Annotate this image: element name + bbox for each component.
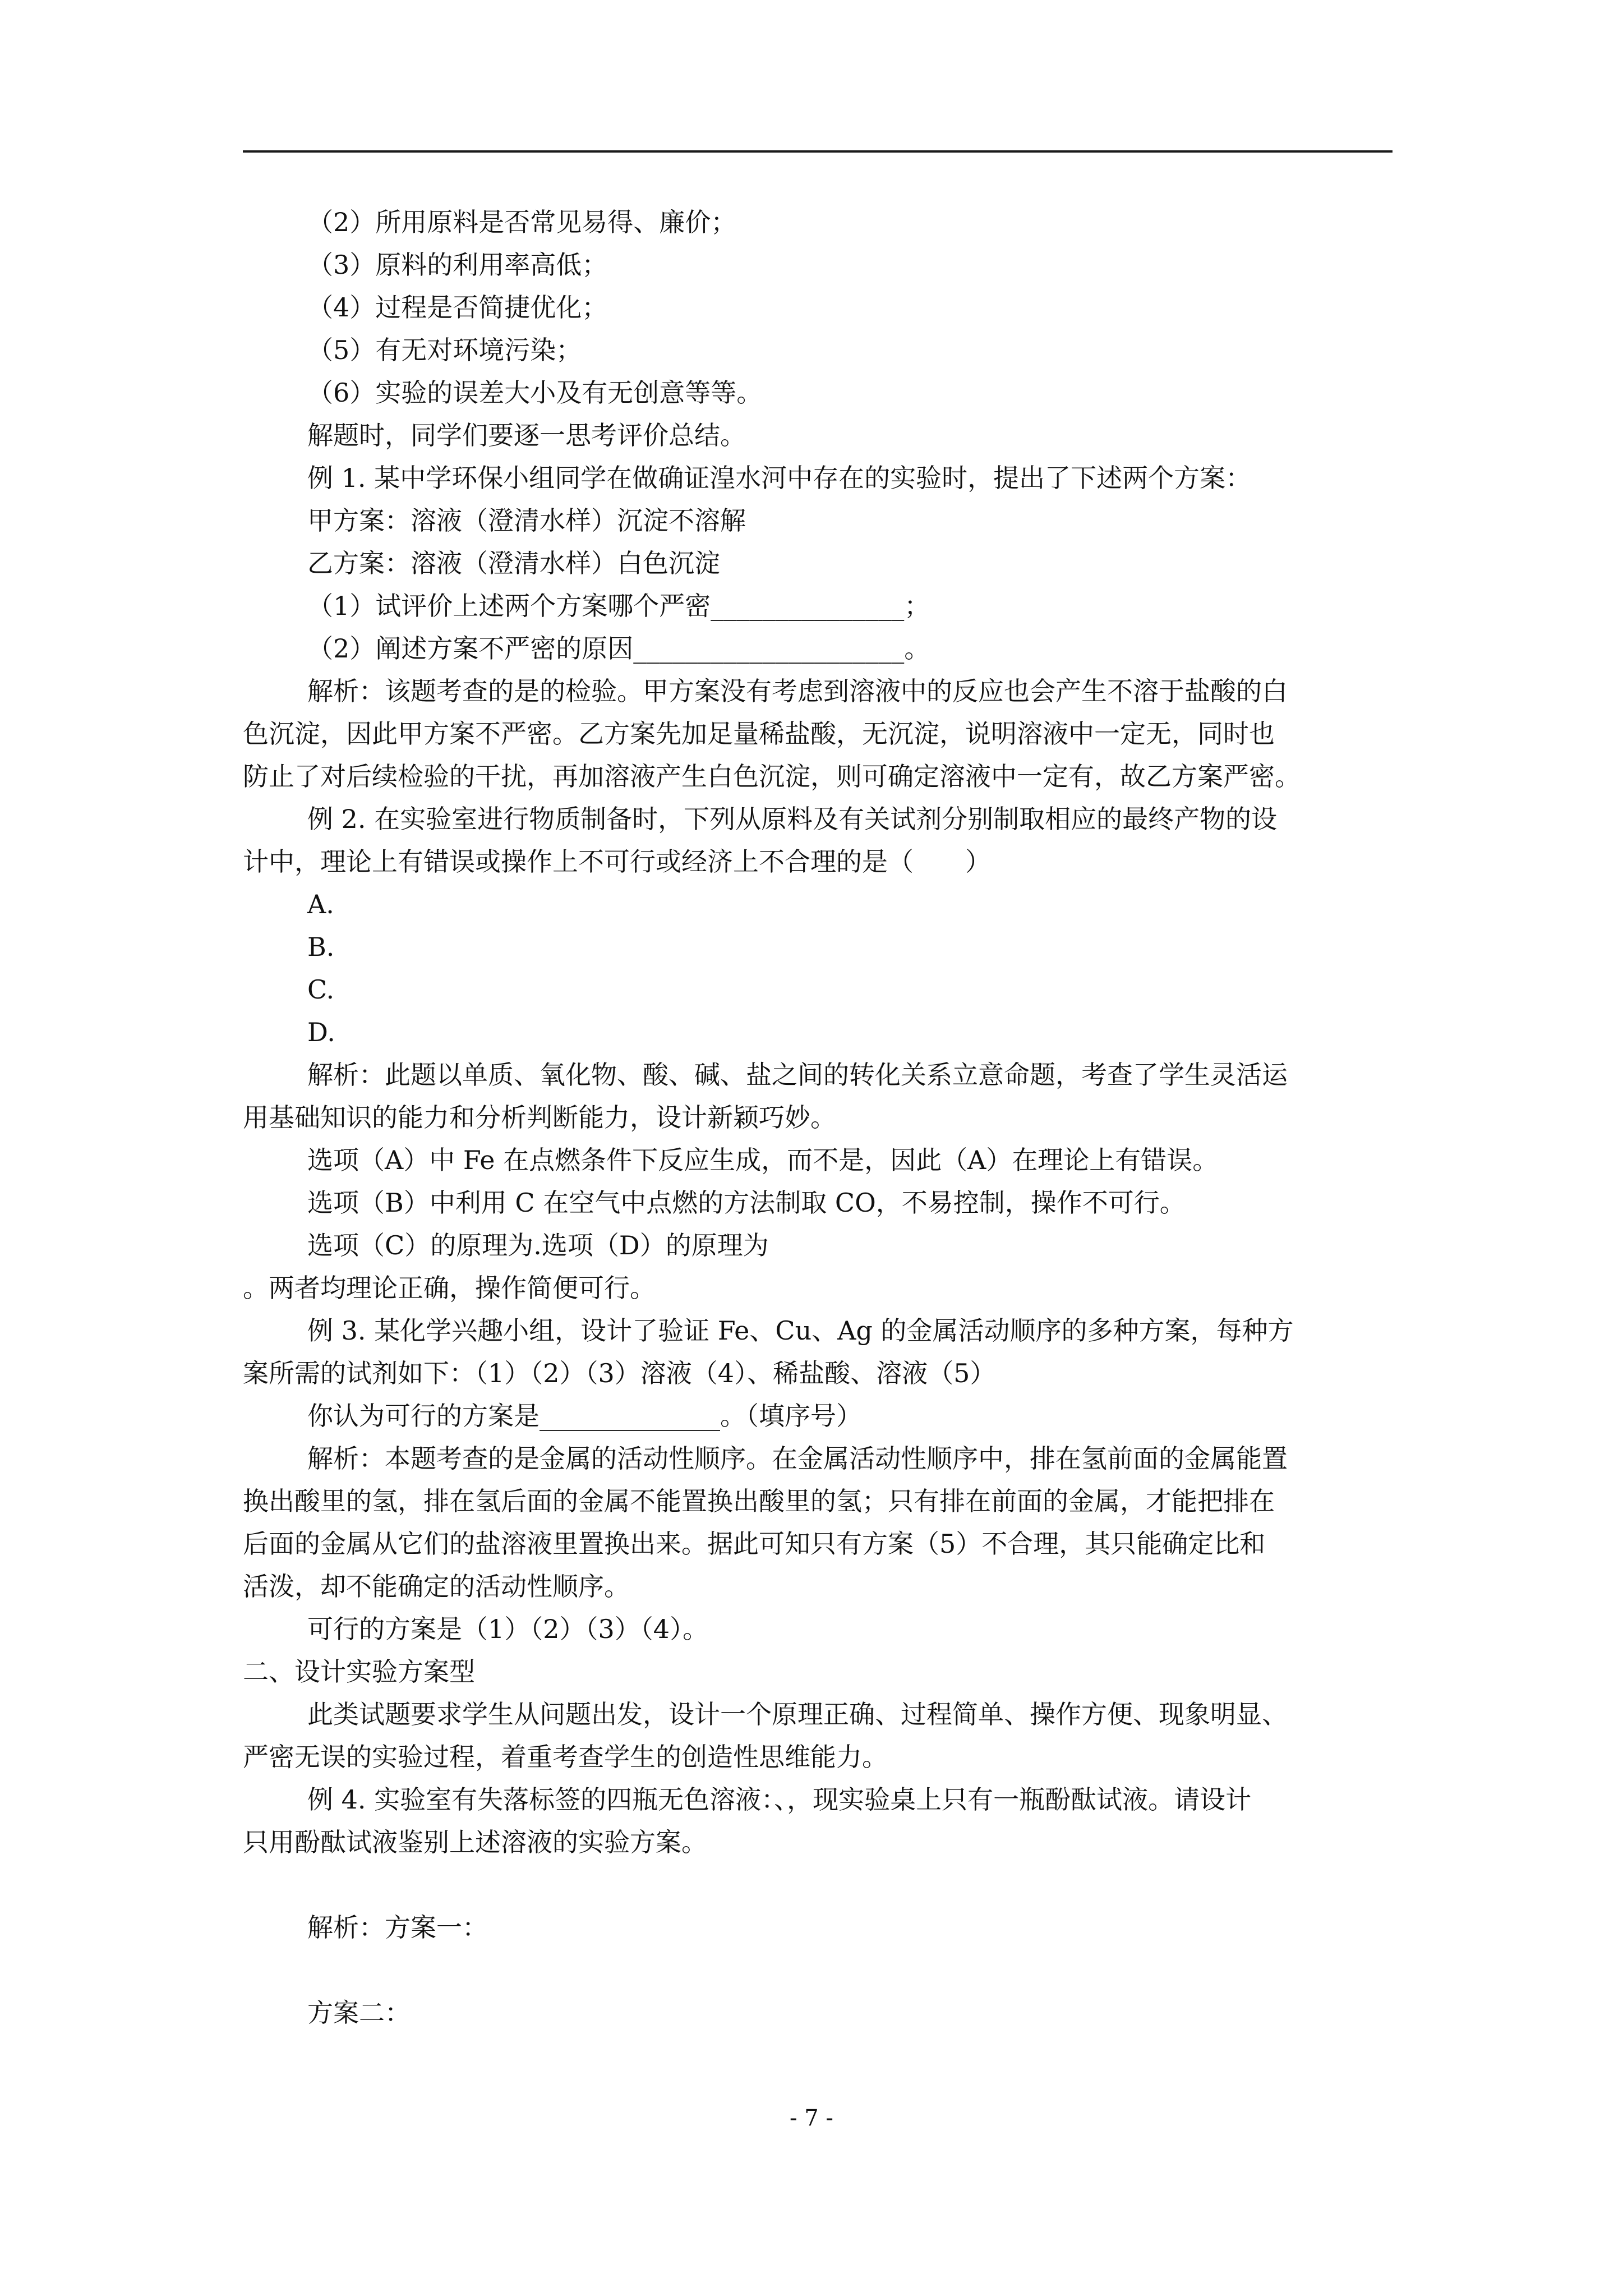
text-line: 活泼，却不能确定的活动性顺序。 — [243, 1571, 630, 1602]
blank-gap — [243, 1864, 1398, 1906]
text-line: 案所需的试剂如下：（1）（2）（3）溶液（4）、稀盐酸、溶液（5） — [243, 1358, 996, 1388]
question-blank-line: （2）阐述方案不严密的原因_____________________。 — [307, 633, 930, 664]
text-line: 解析：本题考查的是金属的活动性顺序。在金属活动性顺序中，排在氢前面的金属能置 — [307, 1443, 1288, 1474]
text-line: 色沉淀，因此甲方案不严密。乙方案先加足量稀盐酸，无沉淀，说明溶液中一定无，同时也 — [243, 719, 1275, 749]
text-line: 选项（C）的原理为.选项（D）的原理为 — [307, 1230, 769, 1260]
option-b: B. — [307, 932, 335, 962]
text-line: 解析：该题考查的是的检验。甲方案没有考虑到溶液中的反应也会产生不溶于盐酸的白 — [307, 676, 1288, 706]
text-line: 用基础知识的能力和分析判断能力，设计新颖巧妙。 — [243, 1102, 836, 1133]
header-rule — [243, 150, 1393, 153]
text-line: 只用酚酞试液鉴别上述溶液的实验方案。 — [243, 1827, 707, 1857]
text-line: 计中，理论上有错误或操作上不可行或经济上不合理的是（ ） — [243, 846, 991, 877]
text-line: （6）实验的误差大小及有无创意等等。 — [307, 378, 763, 408]
question-blank-line: （1）试评价上述两个方案哪个严密_______________； — [307, 591, 930, 621]
text-line: 解析：此题以单质、氧化物、酸、碱、盐之间的转化关系立意命题，考查了学生灵活运 — [307, 1060, 1288, 1090]
question-blank-line: 你认为可行的方案是______________。（填序号） — [307, 1401, 862, 1431]
example-4-heading: 例 4. 实验室有失落标签的四瓶无色溶液：、，现实验桌上只有一瓶酚酞试液。请设计 — [307, 1784, 1252, 1815]
solution-2-label: 方案二： — [307, 1998, 411, 2028]
text-line: 可行的方案是（1）（2）（3）（4）。 — [307, 1614, 709, 1644]
page-number: - 7 - — [790, 2105, 833, 2131]
option-a: A. — [307, 889, 334, 919]
text-line: 此类试题要求学生从问题出发，设计一个原理正确、过程简单、操作方便、现象明显、 — [307, 1699, 1288, 1729]
text-line: 乙方案：溶液（澄清水样）白色沉淀 — [307, 548, 720, 578]
option-c: C. — [307, 974, 335, 1005]
text-line: 甲方案：溶液（澄清水样）沉淀不溶解 — [307, 505, 746, 536]
text-line: 严密无误的实验过程，着重考查学生的创造性思维能力。 — [243, 1742, 888, 1772]
text-line: 。两者均理论正确，操作简便可行。 — [243, 1273, 656, 1303]
text-line: 选项（B）中利用 C 在空气中点燃的方法制取 CO，不易控制，操作不可行。 — [307, 1188, 1186, 1218]
text-line: （2）所用原料是否常见易得、廉价； — [307, 207, 737, 237]
text-line: 换出酸里的氢，排在氢后面的金属不能置换出酸里的氢；只有排在前面的金属，才能把排在 — [243, 1486, 1275, 1516]
text-line: （5）有无对环境污染； — [307, 335, 582, 365]
text-line: （3）原料的利用率高低； — [307, 250, 608, 280]
text-line: 解题时，同学们要逐一思考评价总结。 — [307, 420, 746, 450]
option-d: D. — [307, 1017, 335, 1047]
text-line: （4）过程是否简捷优化； — [307, 292, 608, 323]
example-1-heading: 例 1. 某中学环保小组同学在做确证湟水河中存在的实验时，提出了下述两个方案： — [307, 463, 1252, 493]
solution-1-label: 解析：方案一： — [307, 1912, 488, 1943]
document-body — [243, 201, 1398, 2034]
example-3-heading: 例 3. 某化学兴趣小组，设计了验证 Fe、Cu、Ag 的金属活动顺序的多种方案，每种方 — [307, 1315, 1294, 1346]
section-heading: 二、设计实验方案型 — [243, 1657, 475, 1687]
text-line: 选项（A）中 Fe 在点燃条件下反应生成，而不是，因此（A）在理论上有错误。 — [307, 1145, 1219, 1175]
blank-gap — [243, 1949, 1398, 1991]
text-line: 防止了对后续检验的干扰，再加溶液产生白色沉淀，则可确定溶液中一定有，故乙方案严密。 — [243, 761, 1301, 792]
text-line: 后面的金属从它们的盐溶液里置换出来。据此可知只有方案（5）不合理，其只能确定比和 — [243, 1529, 1266, 1559]
example-2-heading: 例 2. 在实验室进行物质制备时，下列从原料及有关试剂分别制取相应的最终产物的设 — [307, 804, 1278, 834]
